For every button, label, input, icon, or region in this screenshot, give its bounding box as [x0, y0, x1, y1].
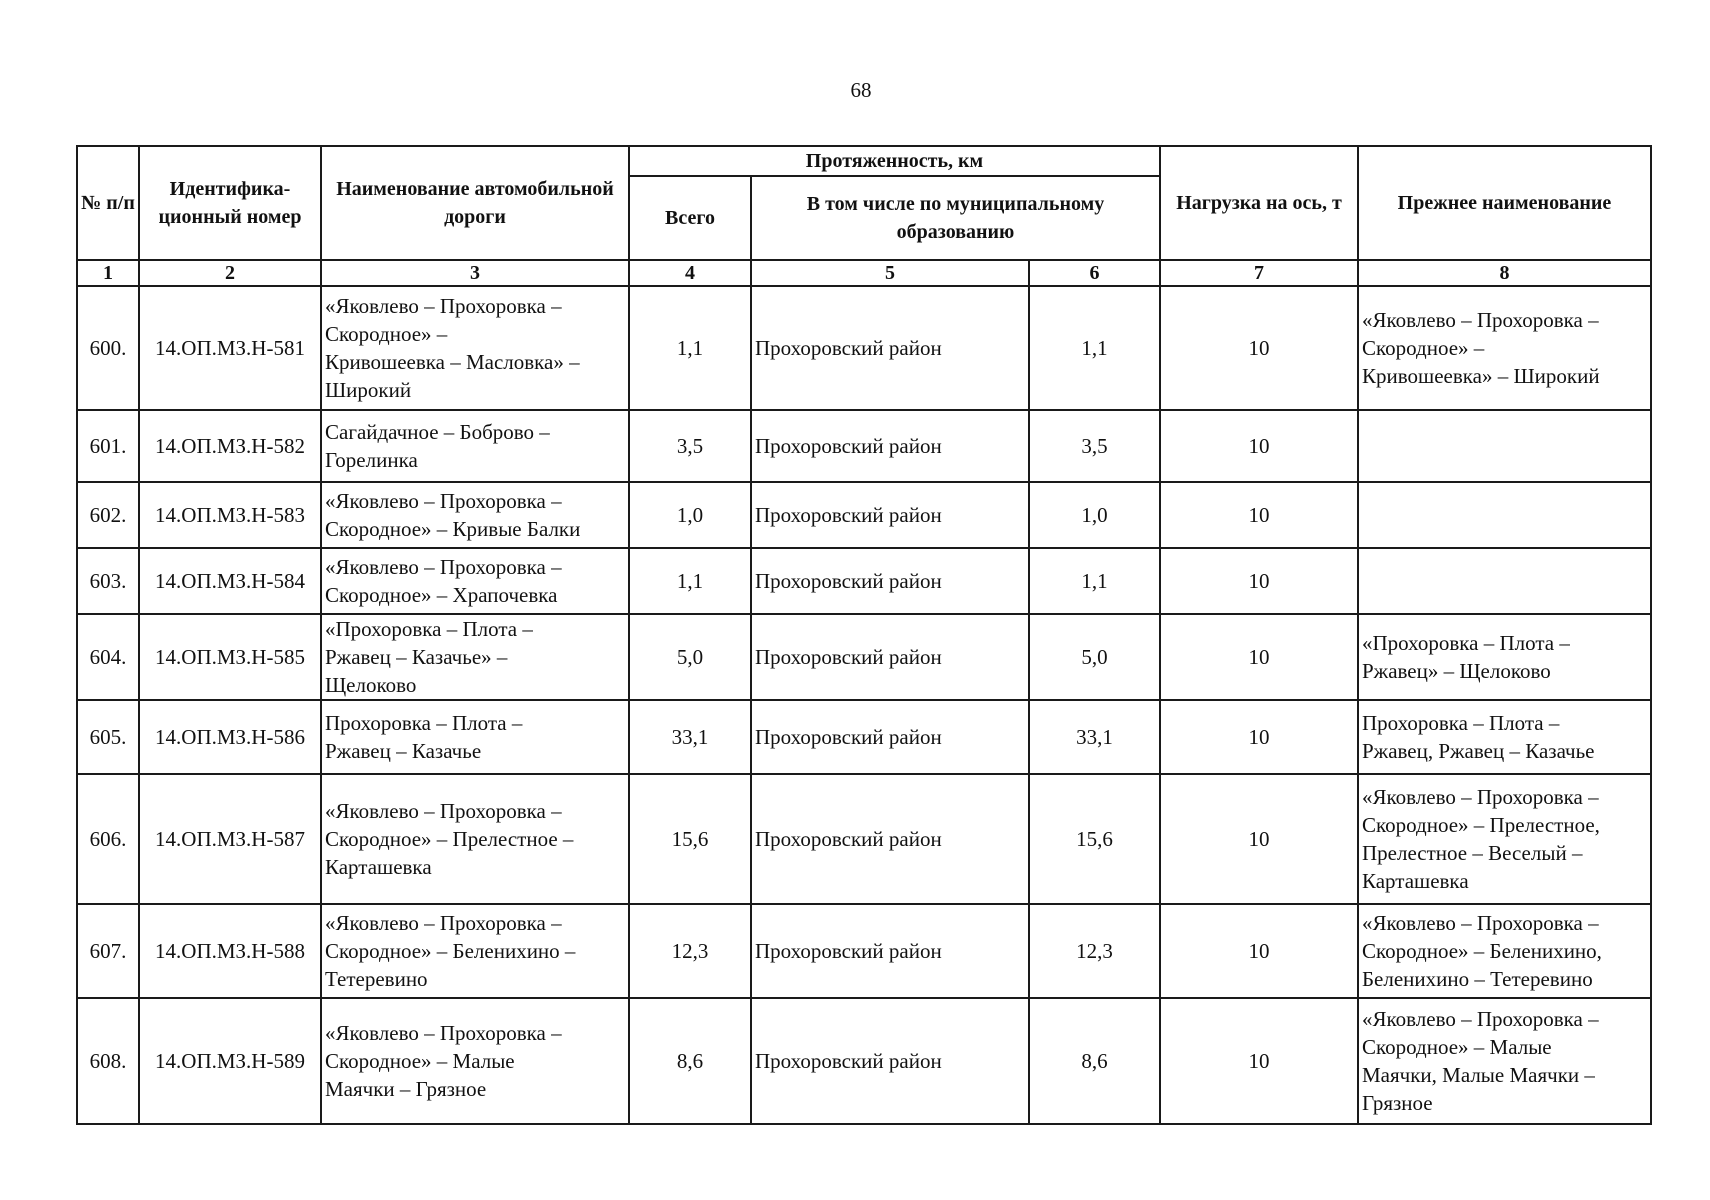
- header-name: Наименование автомобильной дороги: [321, 146, 629, 260]
- axle-load: 10: [1160, 482, 1358, 548]
- table-row: [77, 410, 1651, 482]
- axle-load: 10: [1160, 904, 1358, 998]
- road-name: [321, 614, 629, 700]
- road-name: [321, 410, 629, 482]
- row-number: 600.: [77, 286, 139, 410]
- previous-name-line: «Прохоровка – Плота –: [1362, 631, 1570, 655]
- table-row: [77, 614, 1651, 700]
- header-including: В том числе по муниципальному образованию: [751, 176, 1160, 260]
- previous-name-line: Скородное» – Малые: [1362, 1035, 1552, 1059]
- road-name-line: Сагайдачное – Боброво –: [325, 420, 550, 444]
- road-name: [321, 700, 629, 774]
- previous-name: [1358, 614, 1651, 700]
- road-name-line: «Прохоровка – Плота –: [325, 617, 533, 641]
- axle-load: 10: [1160, 286, 1358, 410]
- road-name-line: Горелинка: [325, 448, 418, 472]
- row-number: 603.: [77, 548, 139, 614]
- previous-name-line: Беленихино – Тетеревино: [1362, 967, 1593, 991]
- previous-name-line: Ржавец, Ржавец – Казачье: [1362, 739, 1595, 763]
- previous-name: [1358, 700, 1651, 774]
- road-name-line: Ржавец – Казачье» –: [325, 645, 508, 669]
- road-name-line: Кривошеевка – Масловка» –: [325, 350, 580, 374]
- road-id: 14.ОП.МЗ.Н-584: [139, 548, 321, 614]
- axle-load: 10: [1160, 410, 1358, 482]
- municipality-length: 1,1: [1029, 548, 1160, 614]
- column-number: 8: [1358, 260, 1651, 286]
- header-total: Всего: [629, 176, 751, 260]
- length-total: 1,1: [629, 286, 751, 410]
- previous-name: [1358, 410, 1651, 482]
- row-number: 604.: [77, 614, 139, 700]
- road-id: 14.ОП.МЗ.Н-589: [139, 998, 321, 1124]
- table-row: [77, 904, 1651, 998]
- municipality-length: 5,0: [1029, 614, 1160, 700]
- road-name-line: Карташевка: [325, 855, 432, 879]
- road-name-line: Ржавец – Казачье: [325, 739, 482, 763]
- previous-name: [1358, 904, 1651, 998]
- header-id: Идентифика-ционный номер: [139, 146, 321, 260]
- municipality-length: 33,1: [1029, 700, 1160, 774]
- municipality: Прохоровский район: [751, 998, 1029, 1124]
- roads-table: [76, 145, 1652, 1125]
- row-number: 607.: [77, 904, 139, 998]
- row-number: 605.: [77, 700, 139, 774]
- road-name-line: «Яковлево – Прохоровка –: [325, 489, 562, 513]
- previous-name-line: Карташевка: [1362, 869, 1469, 893]
- axle-load: 10: [1160, 548, 1358, 614]
- road-name: [321, 904, 629, 998]
- table-row: [77, 548, 1651, 614]
- road-id: 14.ОП.МЗ.Н-582: [139, 410, 321, 482]
- axle-load: 10: [1160, 700, 1358, 774]
- previous-name-line: Маячки, Малые Маячки –: [1362, 1063, 1595, 1087]
- road-name-line: «Яковлево – Прохоровка –: [325, 294, 562, 318]
- road-name-line: Маячки – Грязное: [325, 1077, 487, 1101]
- previous-name-line: «Яковлево – Прохоровка –: [1362, 911, 1599, 935]
- municipality: Прохоровский район: [751, 548, 1029, 614]
- municipality: Прохоровский район: [751, 700, 1029, 774]
- length-total: 8,6: [629, 998, 751, 1124]
- road-name-line: Скородное» –: [325, 322, 448, 346]
- column-number: 6: [1029, 260, 1160, 286]
- column-number: 7: [1160, 260, 1358, 286]
- previous-name-line: Ржавец» – Щелоково: [1362, 659, 1551, 683]
- municipality-length: 8,6: [1029, 998, 1160, 1124]
- road-name-line: «Яковлево – Прохоровка –: [325, 1021, 562, 1045]
- axle-load: 10: [1160, 998, 1358, 1124]
- length-total: 15,6: [629, 774, 751, 904]
- previous-name-line: Кривошеевка» – Широкий: [1362, 364, 1600, 388]
- row-number: 601.: [77, 410, 139, 482]
- municipality-length: 12,3: [1029, 904, 1160, 998]
- road-name: [321, 482, 629, 548]
- column-number: 3: [321, 260, 629, 286]
- municipality: Прохоровский район: [751, 774, 1029, 904]
- page-number: 68: [850, 78, 872, 102]
- road-name: [321, 548, 629, 614]
- road-name: [321, 998, 629, 1124]
- municipality-length: 15,6: [1029, 774, 1160, 904]
- previous-name: [1358, 482, 1651, 548]
- table-row: [77, 700, 1651, 774]
- road-id: 14.ОП.МЗ.Н-587: [139, 774, 321, 904]
- header-length-group: Протяженность, км: [629, 146, 1160, 176]
- road-id: 14.ОП.МЗ.Н-585: [139, 614, 321, 700]
- length-total: 1,0: [629, 482, 751, 548]
- municipality-length: 3,5: [1029, 410, 1160, 482]
- municipality: Прохоровский район: [751, 904, 1029, 998]
- municipality-length: 1,0: [1029, 482, 1160, 548]
- road-name-line: «Яковлево – Прохоровка –: [325, 555, 562, 579]
- column-number: 5: [751, 260, 1029, 286]
- table-row: [77, 286, 1651, 410]
- column-number: 4: [629, 260, 751, 286]
- table-body: [77, 286, 1651, 1124]
- municipality: Прохоровский район: [751, 614, 1029, 700]
- previous-name-line: Скородное» – Беленихино,: [1362, 939, 1602, 963]
- previous-name-line: Скородное» –: [1362, 336, 1485, 360]
- road-name-line: «Яковлево – Прохоровка –: [325, 911, 562, 935]
- length-total: 1,1: [629, 548, 751, 614]
- road-name-line: Широкий: [325, 378, 412, 402]
- header-load: Нагрузка на ось, т: [1160, 146, 1358, 260]
- previous-name-line: Скородное» – Прелестное,: [1362, 813, 1600, 837]
- previous-name-line: Грязное: [1362, 1091, 1433, 1115]
- road-name: [321, 774, 629, 904]
- previous-name-line: Прохоровка – Плота –: [1362, 711, 1560, 735]
- table-row: [77, 482, 1651, 548]
- previous-name-line: «Яковлево – Прохоровка –: [1362, 1007, 1599, 1031]
- road-name-line: Скородное» – Беленихино –: [325, 939, 576, 963]
- road-id: 14.ОП.МЗ.Н-581: [139, 286, 321, 410]
- road-name-line: Щелоково: [325, 673, 417, 697]
- road-name-line: Скородное» – Кривые Балки: [325, 517, 581, 541]
- municipality: Прохоровский район: [751, 410, 1029, 482]
- column-number: 1: [77, 260, 139, 286]
- previous-name: [1358, 286, 1651, 410]
- column-number: 2: [139, 260, 321, 286]
- previous-name-line: Прелестное – Веселый –: [1362, 841, 1583, 865]
- table-row: [77, 774, 1651, 904]
- road-id: 14.ОП.МЗ.Н-586: [139, 700, 321, 774]
- municipality: Прохоровский район: [751, 286, 1029, 410]
- length-total: 5,0: [629, 614, 751, 700]
- axle-load: 10: [1160, 614, 1358, 700]
- row-number: 602.: [77, 482, 139, 548]
- municipality: Прохоровский район: [751, 482, 1029, 548]
- previous-name: [1358, 548, 1651, 614]
- header-num: № п/п: [77, 146, 139, 260]
- previous-name-line: «Яковлево – Прохоровка –: [1362, 308, 1599, 332]
- road-name-line: Скородное» – Малые: [325, 1049, 515, 1073]
- previous-name-line: «Яковлево – Прохоровка –: [1362, 785, 1599, 809]
- road-name-line: Скородное» – Храпочевка: [325, 583, 558, 607]
- length-total: 12,3: [629, 904, 751, 998]
- road-name-line: «Яковлево – Прохоровка –: [325, 799, 562, 823]
- row-number: 608.: [77, 998, 139, 1124]
- road-name-line: Тетеревино: [325, 967, 428, 991]
- previous-name: [1358, 998, 1651, 1124]
- axle-load: 10: [1160, 774, 1358, 904]
- road-id: 14.ОП.МЗ.Н-583: [139, 482, 321, 548]
- length-total: 3,5: [629, 410, 751, 482]
- header-previous: Прежнее наименование: [1358, 146, 1651, 260]
- road-id: 14.ОП.МЗ.Н-588: [139, 904, 321, 998]
- road-name-line: Прохоровка – Плота –: [325, 711, 523, 735]
- road-name-line: Скородное» – Прелестное –: [325, 827, 574, 851]
- length-total: 33,1: [629, 700, 751, 774]
- table-row: [77, 998, 1651, 1124]
- previous-name: [1358, 774, 1651, 904]
- row-number: 606.: [77, 774, 139, 904]
- road-name: [321, 286, 629, 410]
- municipality-length: 1,1: [1029, 286, 1160, 410]
